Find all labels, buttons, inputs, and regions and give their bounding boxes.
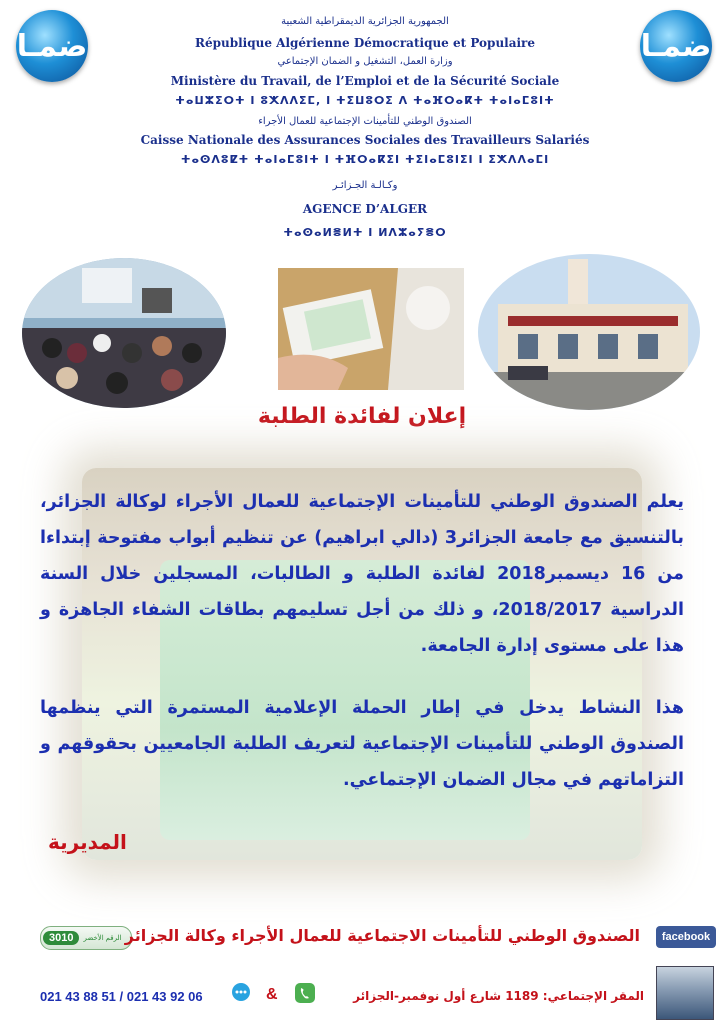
lecture-hall-photo: [22, 258, 226, 408]
header-ar-fund: الصندوق الوطني للتأمينات الإجتماعية للعمال الأجراء: [258, 116, 472, 127]
hotline-badge: [40, 926, 132, 950]
cnas-logo-left: ضمـا: [16, 10, 88, 82]
announcement-title: إعلان لفائدة الطلبة: [257, 404, 467, 429]
header-fr-fund: Caisse Nationale des Assurances Sociales des Travailleurs Salariés: [140, 133, 590, 147]
card-photo: [278, 268, 464, 390]
header-ar-ministry: وزارة العمل، التشغيل و الضمان الإجتماعي: [277, 56, 453, 67]
chat-icon: [230, 982, 252, 1004]
header-ar-agency: وكـالـة الجـزائـر: [332, 180, 398, 191]
phone-icon: [294, 982, 316, 1004]
address: المقر الإجتماعي: 1189 شارع أول نوفمبر-الجزائر: [353, 989, 644, 1003]
university-photo: [478, 254, 700, 410]
building-photo: [656, 966, 714, 1020]
footer-title: الصندوق الوطني للتأمينات الاجتماعية للعمال الأجراء وكالة الجزائر: [124, 926, 640, 945]
header-tif-ministry: ⵜⴰⵡⵣⵉⵔⵜ ⵏ ⵓⵅⴷⴷⵉⵎ, ⵏ ⵜⵉⵡⵓⵔⵉ ⴷ ⵜⴰⴼⵔⴰⴽⵜ ⵜⴰⵏⴰⵎⵓⵏⵜ: [175, 94, 555, 107]
hotline-number: 3010: [43, 931, 79, 945]
announcement-paragraph-1: يعلم الصندوق الوطني للتأمينات الإجتماعية للعمال الأجراء لوكالة الجزائر، بالتنسيق مع جامعة الجزائر3 (دالي ابراهيم) عن تنظيم أبواب مفتوحة إبتداءا من 16 ديسمبر2018 لفائدة الطلبة و الطالبات، المسجلين خلال السنة الدراسية 2018/2017، و ذلك من أجل تسليمهم بطاقات الشفاء الجاهزة و هذا على مستوى إدارة الجامعة.: [40, 492, 684, 656]
header-fr-ministry: Ministère du Travail, de l’Emploi et de la Sécurité Sociale: [170, 74, 560, 88]
signature: المديرية: [48, 830, 127, 854]
cnas-logo-right: ضمـا: [640, 10, 712, 82]
header-tif-fund: ⵜⴰⵙⴷⵓⵇⵜ ⵜⴰⵏⴰⵎⵓⵏⵜ ⵏ ⵜⴼⵔⴰⴽⵉⵏ ⵜⵉⵏⴰⵎⵓⵏⵉⵏ ⵏ ⵉⵅⴷⴷⴰⵎⵏ: [180, 153, 550, 166]
header-fr-agency: AGENCE D’ALGER: [302, 202, 428, 216]
header-tif-agency: ⵜⴰⵙⴰⵍⴻⵍⵜ ⵏ ⵍⴷⵣⴰⵢⴻⵔ: [283, 226, 447, 239]
header-ar-republic: الجمهورية الجزائرية الديمقراطية الشعبية: [281, 16, 449, 27]
ampersand: &: [266, 986, 278, 1003]
phone-numbers: 021 43 88 51 / 021 43 92 06: [40, 989, 203, 1004]
hotline-label: الرقم الأخضر: [83, 935, 122, 942]
announcement-paragraph-2: هذا النشاط يدخل في إطار الحملة الإعلامية المستمرة التي ينظمها الصندوق الوطني للتأمينات الإجتماعية لتعريف الطلبة الجامعيين بحقوقهم و التزاماتهم في مجال الضمان الإجتماعي.: [40, 698, 684, 790]
facebook-icon[interactable]: facebook: [656, 926, 716, 948]
header-fr-republic: République Algérienne Démocratique et Populaire: [194, 36, 536, 50]
